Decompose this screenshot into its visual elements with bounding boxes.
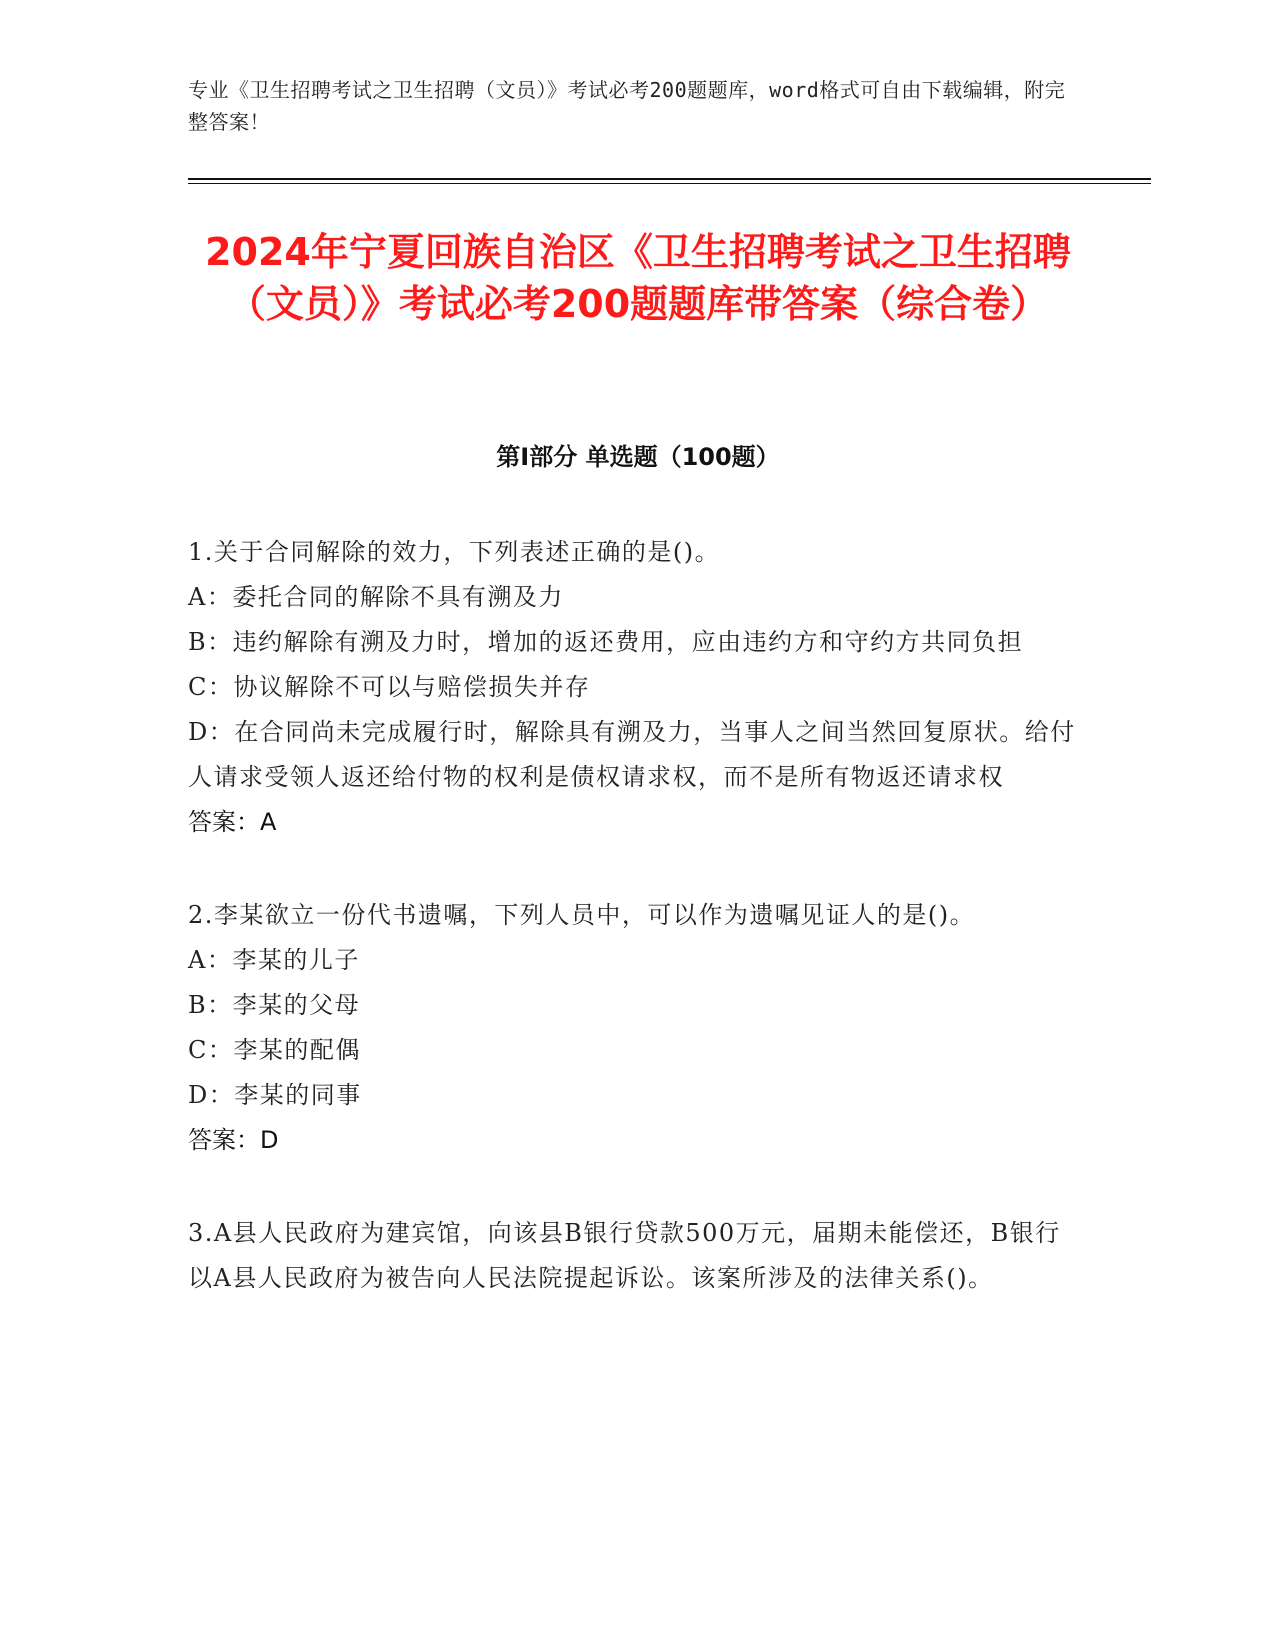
question-3 xyxy=(188,1211,1078,1301)
option-a: A：李某的儿子 xyxy=(188,946,360,974)
option-c: C：协议解除不可以与赔偿损失并存 xyxy=(188,673,591,701)
header-divider xyxy=(188,178,1151,184)
question-1 xyxy=(188,530,1078,845)
question-stem: 3.A县人民政府为建宾馆，向该县B银行贷款500万元，届期未能偿还，B银行以A县人民政府为被告向人民法院提起诉讼。该案所涉及的法律关系()。 xyxy=(188,1219,1061,1292)
header-note: 专业《卫生招聘考试之卫生招聘（文员）》考试必考200题题库，word格式可自由下载编辑，附完整答案！ xyxy=(188,78,1066,134)
question-stem: 2.李某欲立一份代书遗嘱，下列人员中，可以作为遗嘱见证人的是()。 xyxy=(188,901,976,929)
question-stem: 1.关于合同解除的效力，下列表述正确的是()。 xyxy=(188,538,721,566)
option-c: C：李某的配偶 xyxy=(188,1036,361,1064)
document-title: 2024年宁夏回族自治区《卫生招聘考试之卫生招聘（文员）》考试必考200题题库带答案（综合卷） xyxy=(205,230,1071,326)
answer: 答案：D xyxy=(188,1126,279,1154)
option-d: D：在合同尚未完成履行时，解除具有溯及力，当事人之间当然回复原状。给付人请求受领人返还给付物的权利是债权请求权，而不是所有物返还请求权 xyxy=(188,718,1076,791)
question-2 xyxy=(188,893,1078,1163)
option-d: D：李某的同事 xyxy=(188,1081,362,1109)
answer: 答案：A xyxy=(188,808,277,836)
section-title: 第I部分 单选题（100题） xyxy=(496,443,780,471)
question-list xyxy=(188,530,1078,1349)
option-b: B：李某的父母 xyxy=(188,991,361,1019)
option-a: A：委托合同的解除不具有溯及力 xyxy=(188,583,564,611)
option-b: B：违约解除有溯及力时，增加的返还费用，应由违约方和守约方共同负担 xyxy=(188,628,1024,656)
